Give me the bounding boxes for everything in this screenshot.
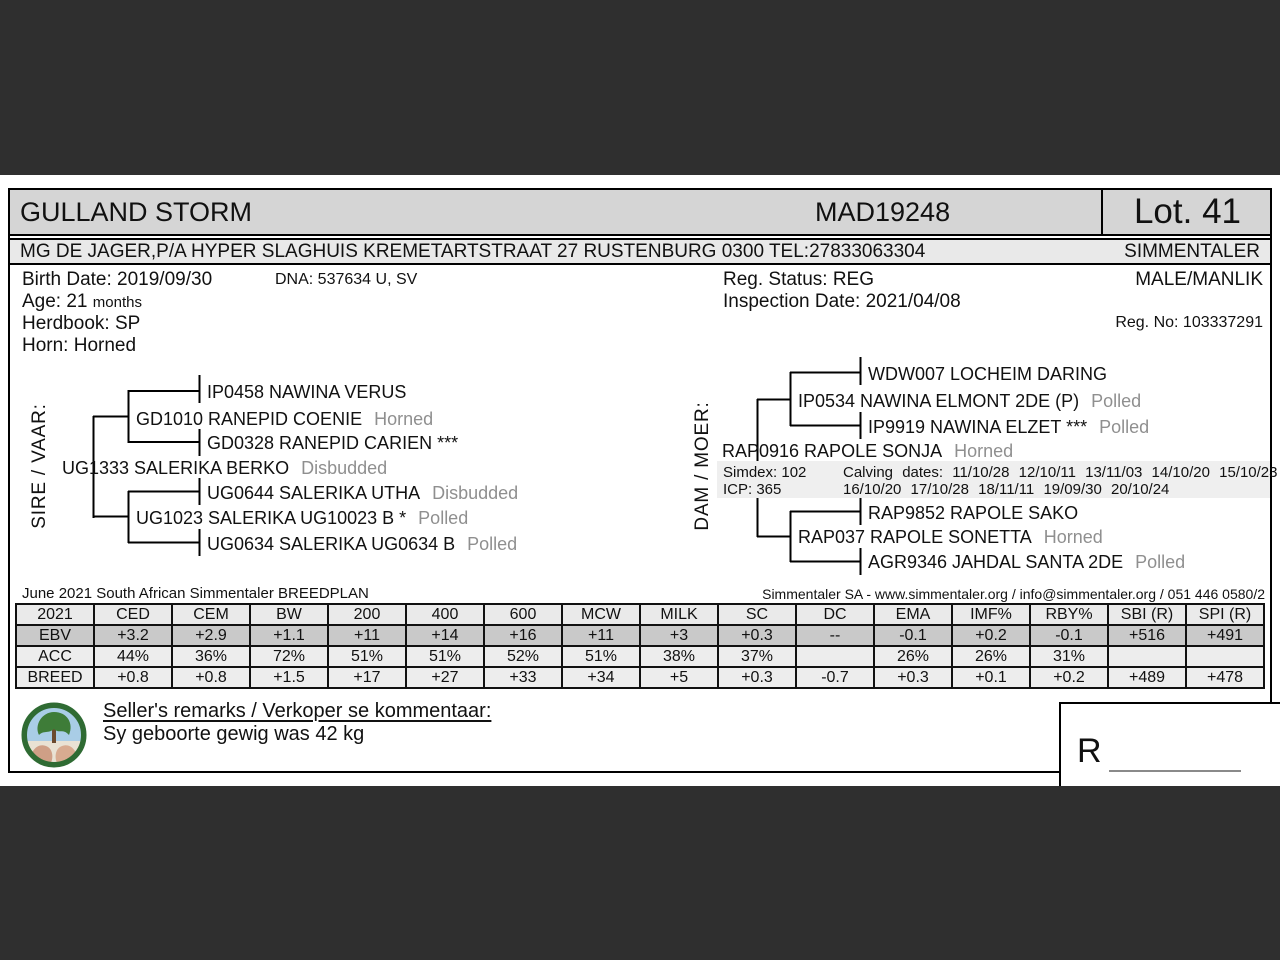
cell: +11: [328, 625, 406, 646]
pedigree-node-sire-grandsire: [136, 409, 433, 429]
col-header: DC: [796, 604, 874, 625]
col-header: BW: [250, 604, 328, 625]
animal-name-text: RAP9852 RAPOLE SAKO: [868, 503, 1079, 523]
price-blank-line: [1109, 770, 1241, 772]
animal-name-text: UG1023 SALERIKA UG10023 B *: [136, 508, 407, 528]
cell: [1108, 646, 1186, 667]
cell: +3: [640, 625, 718, 646]
table-row-breed: [16, 667, 1264, 688]
cell: [1186, 646, 1264, 667]
cell: +16: [484, 625, 562, 646]
sellers-remarks-text: Sy geboorte gewig was 42 kg: [103, 723, 365, 745]
seller-bar: [8, 238, 1272, 265]
age: [22, 291, 142, 313]
cell: +0.3: [718, 625, 796, 646]
reg-status: Reg. Status: REG: [723, 269, 875, 290]
cell: +1.5: [250, 667, 328, 688]
col-header: 2021: [16, 604, 94, 625]
sire-vaar-label: SIRE / VAAR:: [29, 403, 50, 529]
cell: +0.2: [952, 625, 1030, 646]
reg-no: Reg. No: 103337291: [1115, 314, 1263, 331]
cell: -0.1: [1030, 625, 1108, 646]
inspection-date: Inspection Date: 2021/04/08: [723, 291, 961, 312]
calving-dates-line2: 16/10/20 17/10/28 18/11/11 19/09/30 20/10/24: [843, 481, 1170, 498]
cell: 26%: [874, 646, 952, 667]
cell: +0.3: [874, 667, 952, 688]
cell: +33: [484, 667, 562, 688]
cell: +489: [1108, 667, 1186, 688]
cell: +2.9: [172, 625, 250, 646]
animal-name: GULLAND STORM: [20, 197, 253, 227]
cell: [796, 646, 874, 667]
birth-date: Birth Date: 2019/09/30: [22, 269, 213, 290]
cell: 51%: [562, 646, 640, 667]
sex: MALE/MANLIK: [1135, 269, 1263, 290]
animal-name-text: RAP037 RAPOLE SONETTA: [798, 527, 1032, 547]
pedigree-node-dam: [722, 441, 1013, 461]
animal-name-text: GD0328 RANEPID CARIEN ***: [207, 433, 459, 453]
cell: 37%: [718, 646, 796, 667]
price-box: [1059, 702, 1280, 786]
pedigree-node-sire-gd-dam: [207, 534, 517, 554]
horn-status-text: Polled: [1135, 552, 1186, 572]
animal-name-text: UG1333 SALERIKA BERKO: [62, 458, 290, 478]
cell: +478: [1186, 667, 1264, 688]
animal-name-text: RAP0916 RAPOLE SONJA: [722, 441, 943, 461]
pedigree-node-sire-granddam: [136, 508, 468, 528]
dam-moer-label: DAM / MOER:: [692, 401, 713, 531]
col-header: MILK: [640, 604, 718, 625]
cell: -0.7: [796, 667, 874, 688]
cell: +0.3: [718, 667, 796, 688]
pedigree-node-sire: [62, 458, 387, 478]
animal-name-text: GD1010 RANEPID COENIE: [136, 409, 363, 429]
horn-status-text: Polled: [418, 508, 469, 528]
table-row-acc: [16, 646, 1264, 667]
horn-status-text: Disbudded: [301, 458, 388, 478]
bottom-letterbox: [0, 786, 1280, 960]
table-header-row: [16, 604, 1264, 625]
pedigree-node-dam-gd-dam: [868, 552, 1185, 572]
horn-status-text: Disbudded: [432, 483, 519, 503]
animal-name-text: IP9919 NAWINA ELZET ***: [868, 417, 1088, 437]
top-letterbox: [0, 0, 1280, 175]
pedigree-node-sire-gd-sire: [207, 483, 518, 503]
animal-name-text: AGR9346 JAHDAL SANTA 2DE: [868, 552, 1124, 572]
dam-stats-box: [717, 461, 1278, 498]
horn-status: Horn: Horned: [22, 335, 137, 356]
calving-dates-line1: Calving dates: 11/10/28 12/10/11 13/11/03 14/10/20 15/10/23: [843, 464, 1278, 481]
cell: --: [796, 625, 874, 646]
col-header: RBY%: [1030, 604, 1108, 625]
horn-status-text: Horned: [954, 441, 1014, 461]
col-header: 600: [484, 604, 562, 625]
age-unit: months: [92, 294, 142, 311]
cell: +17: [328, 667, 406, 688]
col-header: 400: [406, 604, 484, 625]
herdbook: Herdbook: SP: [22, 313, 141, 334]
col-header: SBI (R): [1108, 604, 1186, 625]
row-label: EBV: [16, 625, 94, 646]
cell: +516: [1108, 625, 1186, 646]
cell: 38%: [640, 646, 718, 667]
pedigree-node-dam-gs-sire: [868, 364, 1119, 384]
cell: +14: [406, 625, 484, 646]
seller-info: MG DE JAGER,P/A HYPER SLAGHUIS KREMETARTSTRAAT 27 RUSTENBURG 0300 TEL:27833063304: [20, 240, 926, 262]
col-header: CED: [94, 604, 172, 625]
animal-name-text: WDW007 LOCHEIM DARING: [868, 364, 1108, 384]
pedigree-node-dam-granddam: [798, 527, 1103, 547]
cell: +27: [406, 667, 484, 688]
cell: +0.2: [1030, 667, 1108, 688]
dna-info: DNA: 537634 U, SV: [275, 271, 418, 288]
cell: 44%: [94, 646, 172, 667]
icp-value: ICP: 365: [723, 481, 782, 498]
pedigree-node-dam-grandsire: [798, 391, 1141, 411]
simmentaler-contact: Simmentaler SA - www.simmentaler.org / info@simmentaler.org / 051 446 0580/2: [762, 586, 1265, 602]
breedplan-table: [15, 603, 1265, 689]
cell: +491: [1186, 625, 1264, 646]
cell: +0.8: [94, 667, 172, 688]
price-currency-label: R: [1077, 732, 1102, 770]
pedigree-node-dam-gs-dam: [868, 417, 1149, 437]
age-value: Age: 21: [22, 291, 88, 312]
animal-id: MAD19248: [815, 197, 951, 227]
cell: 26%: [952, 646, 1030, 667]
col-header: MCW: [562, 604, 640, 625]
horn-status-text: Horned: [1043, 527, 1103, 547]
col-header: SC: [718, 604, 796, 625]
animal-name-text: IP0534 NAWINA ELMONT 2DE (P): [798, 391, 1080, 411]
horn-status-text: Horned: [374, 409, 434, 429]
row-label: BREED: [16, 667, 94, 688]
table-row-ebv: [16, 625, 1264, 646]
cell: 72%: [250, 646, 328, 667]
cell: +11: [562, 625, 640, 646]
pedigree-node-sire-gs-dam: [207, 433, 470, 453]
col-header: CEM: [172, 604, 250, 625]
breed-name: SIMMENTALER: [1124, 240, 1260, 262]
cell: +1.1: [250, 625, 328, 646]
pedigree-node-dam-gd-sire: [868, 503, 1090, 523]
cell: +5: [640, 667, 718, 688]
cell: 51%: [328, 646, 406, 667]
animal-name-text: UG0634 SALERIKA UG0634 B: [207, 534, 456, 554]
cell: -0.1: [874, 625, 952, 646]
col-header: 200: [328, 604, 406, 625]
horn-status-text: Polled: [467, 534, 518, 554]
simmentaler-logo-icon: [20, 701, 88, 774]
simdex-value: Simdex: 102: [723, 464, 807, 481]
col-header: EMA: [874, 604, 952, 625]
horn-status-text: Polled: [1091, 391, 1142, 411]
cell: 31%: [1030, 646, 1108, 667]
lot-number: Lot. 41: [1101, 190, 1272, 234]
animal-name-text: IP0458 NAWINA VERUS: [207, 382, 407, 402]
breedplan-title: June 2021 South African Simmentaler BREEDPLAN: [22, 585, 369, 602]
cell: +3.2: [94, 625, 172, 646]
cell: 51%: [406, 646, 484, 667]
cell: 52%: [484, 646, 562, 667]
col-header: SPI (R): [1186, 604, 1264, 625]
cell: 36%: [172, 646, 250, 667]
pedigree-node-sire-gs-sire: [207, 382, 418, 402]
cell: +0.8: [172, 667, 250, 688]
row-label: ACC: [16, 646, 94, 667]
col-header: IMF%: [952, 604, 1030, 625]
cell: +0.1: [952, 667, 1030, 688]
horn-status-text: Polled: [1099, 417, 1150, 437]
cell: +34: [562, 667, 640, 688]
animal-name-text: UG0644 SALERIKA UTHA: [207, 483, 421, 503]
sellers-remarks-heading: Seller's remarks / Verkoper se kommentaar:: [103, 700, 492, 722]
